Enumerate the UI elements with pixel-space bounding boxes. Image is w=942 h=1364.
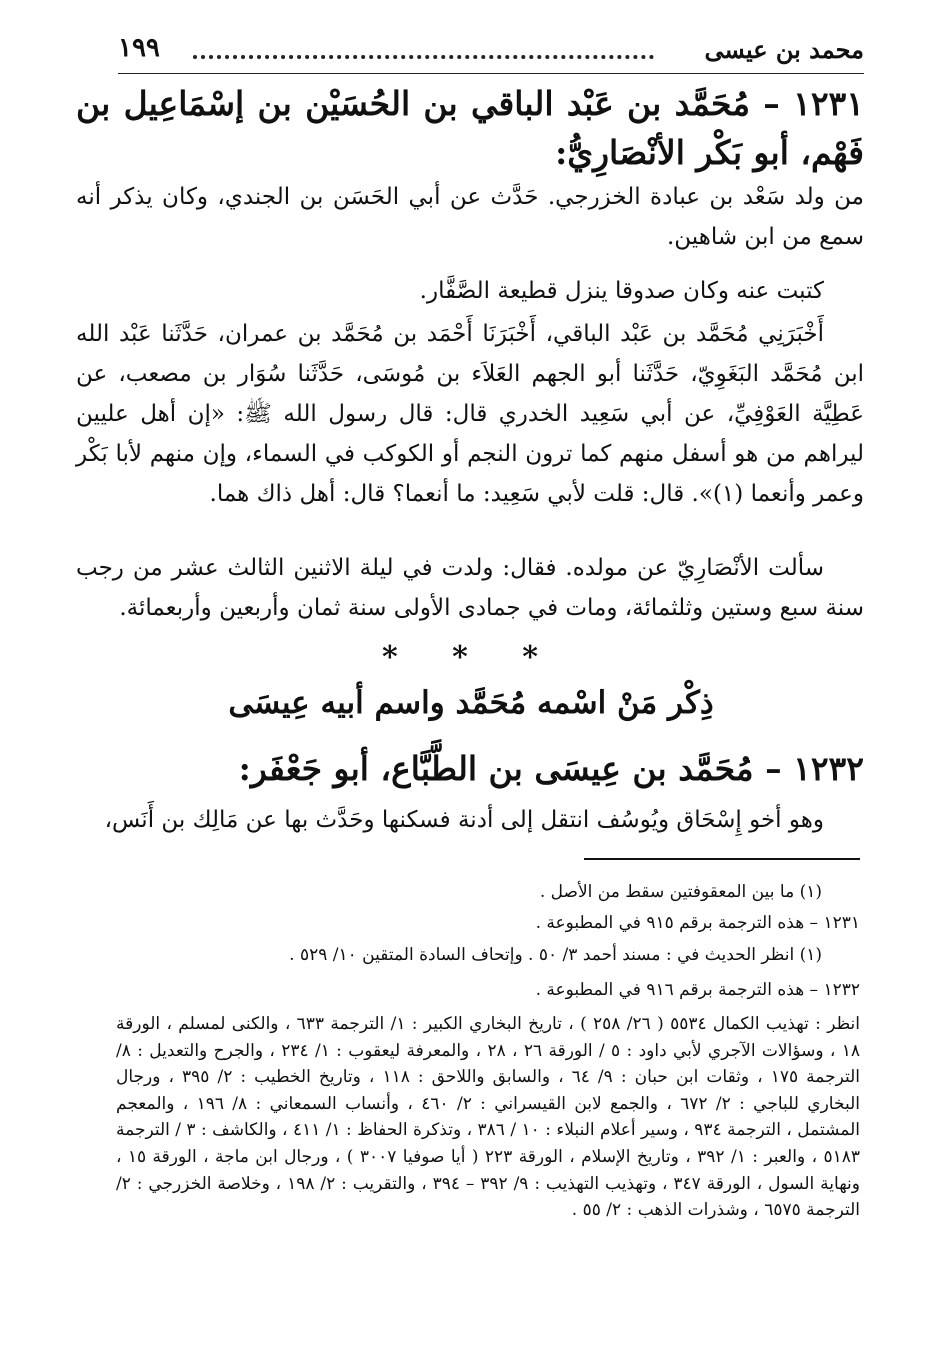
entry-1231-heading: ١٢٣١ – مُحَمَّد بن عَبْد الباقي بن الحُسَيْن بن إسْمَاعِيل بن فَهْم، أبو بَكْر الأنْصَارِيُّ: bbox=[76, 84, 864, 172]
footnote-1: (١) ما بين المعقوفتين سقط من الأصل . bbox=[539, 882, 822, 902]
section-title: ذِكْر مَنْ اسْمه مُحَمَّد واسم أبيه عِيسَى bbox=[228, 685, 714, 721]
entry-1232-heading: ١٢٣٢ – مُحَمَّد بن عِيسَى بن الطَّبَّاع، أبو جَعْفَر: bbox=[238, 749, 864, 788]
page-number: ١٩٩ bbox=[118, 33, 160, 63]
entry-1231-paragraph-3: أَخْبَرَنِي مُحَمَّد بن عَبْد الباقي، أَخْبَرَنَا أَحْمَد بن مُحَمَّد بن عمران، حَدَّثَنا عَبْد الله ابن مُحَمَّد البَغَوِيّ، حَدَّثَنا أبو الجهم العَلاَء بن مُوسَى، حَدَّثَنا سُوَار بن مصعب، عن عَطِيَّة العَوْفِيِّ، عن أبي سَعِيد الخدري قال: قال رسول الله ﷺ: «إن أهل عليين ليراهم من هو أسفل منهم كما ترون النجم أو الكوكب في السماء، وإن منهم لأبا بَكْر وعمر وأنعما (١)». قال: قلت لأبي سَعِيد: ما أنعما؟ قال: أهل ذاك هما. bbox=[76, 321, 864, 507]
footnote-entry-1231: ١٢٣١ – هذه الترجمة برقم ٩١٥ في المطبوعة . bbox=[535, 913, 860, 933]
running-title: محمد بن عيسى bbox=[704, 35, 864, 64]
entry-1231-paragraph-1: من ولد سَعْد بن عبادة الخزرجي. حَدَّث عن أبي الحَسَن بن الجندي، وكان يذكر أنه سمع من ابن شاهين. bbox=[76, 184, 864, 250]
footnote-hadith-reference: (١) انظر الحديث في : مسند أحمد ٣/ ٥٠ . وإتحاف السادة المتقين ١٠/ ٥٢٩ . bbox=[289, 945, 822, 965]
entry-1232-paragraph-1: وهو أخو إِسْحَاق ويُوسُف انتقل إلى أدنة فسكنها وحَدَّث بها عن مَالِك بن أَنَس، bbox=[104, 807, 824, 833]
footnote-divider bbox=[584, 858, 860, 860]
footnote-sources-list: انظر : تهذيب الكمال ٥٥٣٤ ( ٢٦/ ٢٥٨ ) ، تاريخ البخاري الكبير : ١/ الترجمة ٦٣٣ ، والكنى لمسلم ، الورقة ١٨ ، وسؤالات الآجري لأبي داود : ٥ / الورقة ٢٦ ، ٢٨ ، والمعرفة ليعقوب : ١/ ٢٣٤ ، والجرح والتعديل : ٨/ الترجمة ١٧٥ ، وثقات ابن حبان : ٩/ ٦٤ ، والسابق واللاحق : ١١٨ ، وتاريخ الخطيب : ٢/ ٣٩٥ ، ورجال البخاري للباجي : ٢/ ٦٧٢ ، والجمع لابن القيسراني : ٢/ ٤٦٠ ، وأنساب السمعاني : ٨/ ١٩٦ ، والمعجم المشتمل ، الترجمة ٩٣٤ ، وسير أعلام النبلاء : ١٠ / ٣٨٦ ، وتذكرة الحفاظ : ١/ ٤١١ ، والكاشف : ٣ / الترجمة ٥١٨٣ ، والعبر : ١/ ٣٩٢ ، وتاريخ الإسلام ، الورقة ٢٢٣ ( أيا صوفيا ٣٠٠٧ ) ، ورجال ابن ماجة ، الورقة ١٥ ، ونهاية السول ، الورقة ٣٤٧ ، وتهذيب التهذيب : ٩/ ٣٩٢ – ٣٩٤ ، والتقريب : ٢/ ١٩٨ ، وخلاصة الخزرجي : ٢/ الترجمة ٦٥٧٥ ، وشذرات الذهب : ٢/ ٥٥ . bbox=[116, 1014, 861, 1221]
header-dot-leader bbox=[193, 41, 654, 59]
page-header bbox=[118, 33, 864, 74]
entry-1231-paragraph-4: سألت الأنْصَارِيّ عن مولده. فقال: ولدت في ليلة الاثنين الثالث عشر من رجب سنة سبع وستين وثلثمائة، ومات في جمادى الأولى سنة ثمان وأربعين وأربعمائة. bbox=[76, 555, 864, 621]
section-separator: * * * bbox=[382, 640, 560, 675]
footnote-entry-1232: ١٢٣٢ – هذه الترجمة برقم ٩١٦ في المطبوعة . bbox=[535, 980, 860, 1000]
entry-1231-paragraph-2: كتبت عنه وكان صدوقا ينزل قطيعة الصَّفَّار. bbox=[419, 278, 824, 304]
